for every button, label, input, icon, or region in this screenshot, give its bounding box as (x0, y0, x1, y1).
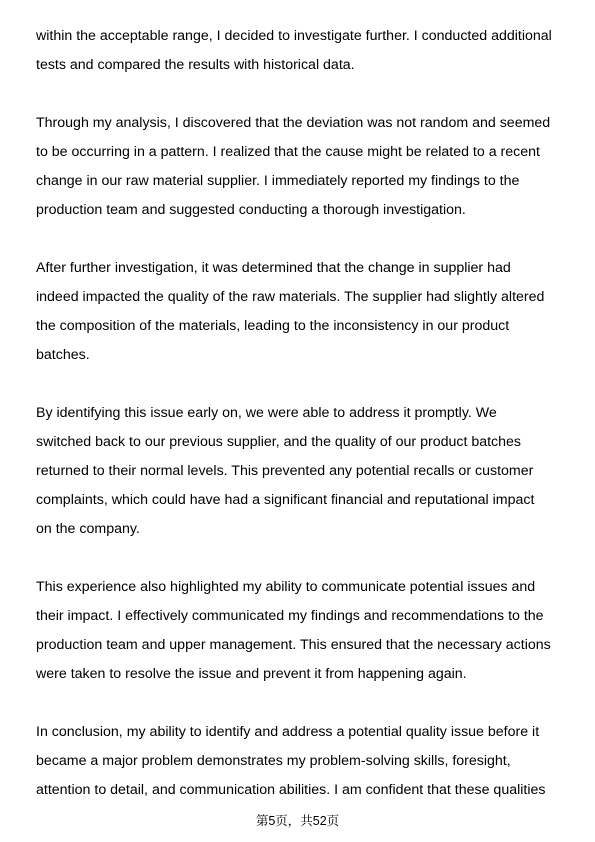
paragraph: within the acceptable range, I decided to investigate further. I conducted additional tests and compared the results with historical data. (36, 28, 552, 73)
paragraph: Through my analysis, I discovered that the deviation was not random and seemed to be occurring in a pattern. I realized that the cause might be related to a recent change in our raw material supplier. I immediately reported my findings to the production team and suggested conducting a thorough investigation. (36, 115, 551, 218)
document-body (36, 22, 564, 805)
page-number-footer: 第5页，共52页 (255, 814, 340, 828)
paragraph: This experience also highlighted my ability to communicate potential issues and their impact. I effectively communicated my findings and recommendations to the production team and upper management. This ensured that the necessary actions were taken to resolve the issue and prevent it from happening again. (36, 579, 551, 682)
paragraph: In conclusion, my ability to identify and address a potential quality issue before it became a major problem demonstrates my problem-solving skills, foresight, attention to detail, and communication abilities. I am confident that these qualities (36, 724, 546, 798)
paragraph: After further investigation, it was determined that the change in supplier had indeed impacted the quality of the raw materials. The supplier had slightly altered the composition of the materials, leading to the inconsistency in our product batches. (36, 260, 545, 363)
paragraph: By identifying this issue early on, we were able to address it promptly. We switched back to our previous supplier, and the quality of our product batches returned to their normal levels. This prevented any potential recalls or customer complaints, which could have had a significant financial and reputational impact on the company. (36, 405, 535, 537)
